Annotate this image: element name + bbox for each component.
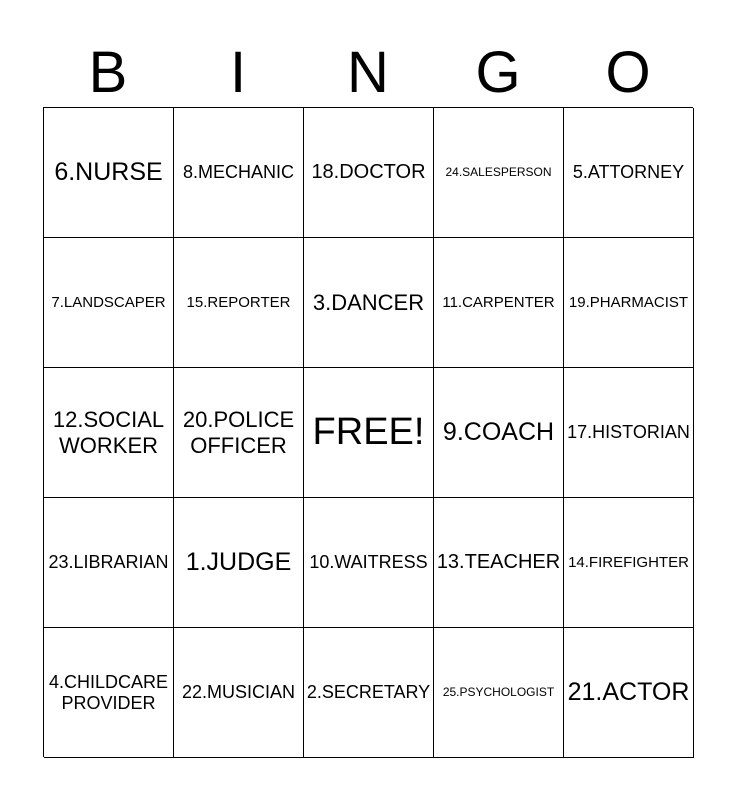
bingo-cell[interactable]: 15.REPORTER: [174, 238, 304, 368]
bingo-cell[interactable]: 9.COACH: [434, 368, 564, 498]
bingo-cell[interactable]: 8.MECHANIC: [174, 108, 304, 238]
header-letter-i: I: [229, 40, 247, 105]
bingo-cell[interactable]: 2.SECRETARY: [304, 628, 434, 758]
header-letter-o: O: [605, 40, 651, 105]
bingo-cell[interactable]: 24.SALESPERSON: [434, 108, 564, 238]
bingo-header: [43, 38, 693, 108]
bingo-cell[interactable]: 5.ATTORNEY: [564, 108, 694, 238]
bingo-cell[interactable]: 25.PSYCHOLOGIST: [434, 628, 564, 758]
bingo-cell[interactable]: 12.SOCIAL WORKER: [44, 368, 174, 498]
bingo-cell[interactable]: 14.FIREFIGHTER: [564, 498, 694, 628]
bingo-cell[interactable]: 18.DOCTOR: [304, 108, 434, 238]
bingo-cell[interactable]: 22.MUSICIAN: [174, 628, 304, 758]
bingo-cell[interactable]: 1.JUDGE: [174, 498, 304, 628]
bingo-cell[interactable]: 3.DANCER: [304, 238, 434, 368]
bingo-cell[interactable]: 10.WAITRESS: [304, 498, 434, 628]
bingo-board: [43, 107, 693, 757]
bingo-cell[interactable]: 11.CARPENTER: [434, 238, 564, 368]
bingo-cell[interactable]: 13.TEACHER: [434, 498, 564, 628]
bingo-cell[interactable]: 20.POLICE OFFICER: [174, 368, 304, 498]
header-letter-n: N: [347, 40, 389, 105]
bingo-cell[interactable]: 6.NURSE: [44, 108, 174, 238]
free-space-cell[interactable]: FREE!: [304, 368, 434, 498]
bingo-cell[interactable]: 17.HISTORIAN: [564, 368, 694, 498]
bingo-cell[interactable]: 23.LIBRARIAN: [44, 498, 174, 628]
bingo-cell[interactable]: 21.ACTOR: [564, 628, 694, 758]
bingo-cell[interactable]: 19.PHARMACIST: [564, 238, 694, 368]
header-letter-b: B: [88, 40, 128, 105]
bingo-cell[interactable]: 4.CHILDCARE PROVIDER: [44, 628, 174, 758]
bingo-cell[interactable]: 7.LANDSCAPER: [44, 238, 174, 368]
header-letter-g: G: [475, 40, 521, 105]
